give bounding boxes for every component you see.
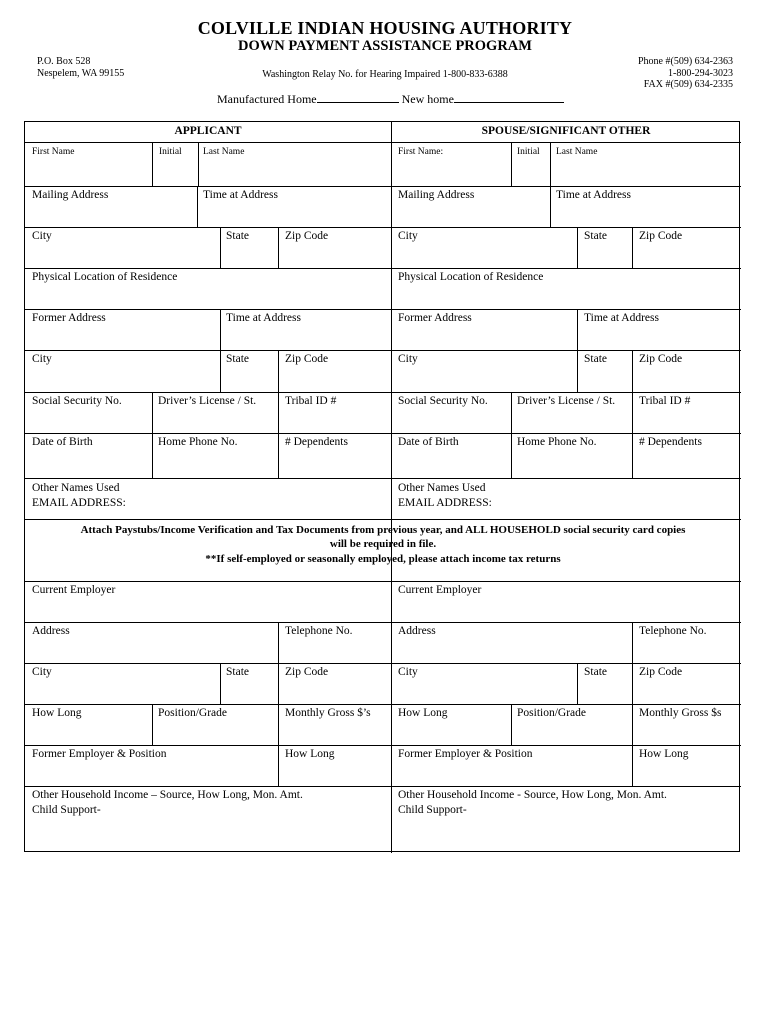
spouse-time-at-address-field[interactable]: Time at Address [556, 189, 631, 201]
cell-divider [278, 745, 279, 786]
new-home-blank[interactable] [454, 91, 564, 103]
spouse-employer-state-field[interactable]: State [584, 666, 607, 678]
cell-divider [577, 663, 578, 704]
applicant-other-names-field[interactable]: Other Names Used [32, 482, 120, 494]
applicant-first-name-field[interactable]: First Name [32, 147, 75, 157]
cell-divider [632, 392, 633, 478]
address-line-2: Nespelem, WA 99155 [37, 67, 125, 79]
applicant-tribal-id-field[interactable]: Tribal ID # [285, 395, 337, 407]
row-line [25, 268, 741, 269]
applicant-drivers-license-field[interactable]: Driver’s License / St. [158, 395, 257, 407]
spouse-monthly-gross-field[interactable]: Monthly Gross $s [639, 707, 722, 719]
home-type-line [217, 91, 564, 107]
applicant-dependents-field[interactable]: # Dependents [285, 436, 348, 448]
spouse-former-address-field[interactable]: Former Address [398, 312, 472, 324]
spouse-zip-field[interactable]: Zip Code [639, 230, 683, 242]
spouse-dob-field[interactable]: Date of Birth [398, 436, 459, 448]
cell-divider [197, 186, 198, 227]
applicant-employer-phone-field[interactable]: Telephone No. [285, 625, 353, 637]
applicant-email-field[interactable]: EMAIL ADDRESS: [32, 497, 126, 509]
cell-divider [278, 704, 279, 745]
spouse-employer-zip-field[interactable]: Zip Code [639, 666, 683, 678]
row-line [25, 186, 741, 187]
manufactured-home-label: Manufactured Home [217, 92, 317, 106]
row-line [25, 478, 741, 479]
spouse-child-support-field[interactable]: Child Support- [398, 804, 467, 816]
program-title: DOWN PAYMENT ASSISTANCE PROGRAM [238, 38, 532, 54]
organization-title: COLVILLE INDIAN HOUSING AUTHORITY [197, 18, 573, 38]
applicant-former-city-field[interactable]: City [32, 353, 52, 365]
applicant-state-field[interactable]: State [226, 230, 249, 242]
cell-divider [278, 227, 279, 268]
row-line [25, 392, 741, 393]
spouse-header: SPOUSE/SIGNIFICANT OTHER [481, 125, 651, 137]
cell-divider [577, 309, 578, 350]
row-line [25, 350, 741, 351]
cell-divider [278, 392, 279, 478]
row-line [25, 227, 741, 228]
cell-divider [632, 227, 633, 268]
spouse-other-names-field[interactable]: Other Names Used [398, 482, 486, 494]
applicant-other-income-field[interactable]: Other Household Income – Source, How Long, Mon. Amt. [32, 789, 303, 801]
spouse-dependents-field[interactable]: # Dependents [639, 436, 702, 448]
cell-divider [220, 350, 221, 392]
spouse-employer-city-field[interactable]: City [398, 666, 418, 678]
spouse-employer-phone-field[interactable]: Telephone No. [639, 625, 707, 637]
applicant-mailing-address-field[interactable]: Mailing Address [32, 189, 109, 201]
cell-divider [550, 186, 551, 227]
relay-number: Washington Relay No. for Hearing Impaired 1-800-833-6388 [262, 69, 508, 80]
applicant-former-time-field[interactable]: Time at Address [226, 312, 301, 324]
new-home-label: New home [401, 92, 454, 106]
row-line [25, 745, 741, 746]
row-line [25, 433, 741, 434]
applicant-employer-zip-field[interactable]: Zip Code [285, 666, 329, 678]
cell-divider [511, 392, 512, 478]
spouse-former-zip-field[interactable]: Zip Code [639, 353, 683, 365]
cell-divider [632, 663, 633, 704]
spouse-other-income-field[interactable]: Other Household Income - Source, How Long, Mon. Amt. [398, 789, 667, 801]
applicant-child-support-field[interactable]: Child Support- [32, 804, 101, 816]
spouse-former-time-field[interactable]: Time at Address [584, 312, 659, 324]
applicant-employer-address-field[interactable]: Address [32, 625, 70, 637]
spouse-former-state-field[interactable]: State [584, 353, 607, 365]
applicant-employer-field[interactable]: Current Employer [32, 584, 116, 596]
applicant-last-name-field[interactable]: Last Name [203, 147, 245, 157]
phone-line: Phone #(509) 634-2363 [638, 56, 733, 67]
applicant-former-how-long-field[interactable]: How Long [285, 748, 335, 760]
spouse-city-field[interactable]: City [398, 230, 418, 242]
spouse-employer-field[interactable]: Current Employer [398, 584, 482, 596]
applicant-monthly-gross-field[interactable]: Monthly Gross $’s [285, 707, 371, 719]
cell-divider [511, 704, 512, 745]
spouse-first-name-field[interactable]: First Name: [398, 147, 444, 157]
applicant-time-at-address-field[interactable]: Time at Address [203, 189, 278, 201]
spouse-email-field[interactable]: EMAIL ADDRESS: [398, 497, 492, 509]
applicant-home-phone-field[interactable]: Home Phone No. [158, 436, 238, 448]
cell-divider [152, 704, 153, 745]
row-line [25, 663, 741, 664]
spouse-drivers-license-field[interactable]: Driver’s License / St. [517, 395, 616, 407]
spouse-home-phone-field[interactable]: Home Phone No. [517, 436, 597, 448]
notice-line-1: Attach Paystubs/Income Verification and Tax Documents from previous year, and ALL HOUSEHOLD social security card copies [80, 524, 686, 536]
cell-divider [278, 663, 279, 704]
cell-divider [577, 350, 578, 392]
cell-divider [550, 142, 551, 186]
manufactured-home-blank[interactable] [317, 91, 399, 103]
row-line [25, 142, 741, 143]
row-line [25, 786, 741, 787]
spouse-former-city-field[interactable]: City [398, 353, 418, 365]
application-form [24, 121, 740, 852]
toll-free-line: 1-800-294-3023 [668, 67, 733, 79]
applicant-initial-field[interactable]: Initial [159, 147, 182, 157]
phone-block [638, 56, 733, 91]
cell-divider [632, 622, 633, 663]
cell-divider [152, 142, 153, 186]
applicant-ssn-field[interactable]: Social Security No. [32, 395, 122, 407]
row-line [25, 519, 741, 520]
applicant-dob-field[interactable]: Date of Birth [32, 436, 93, 448]
address-line-1: P.O. Box 528 [37, 56, 91, 67]
applicant-employer-city-field[interactable]: City [32, 666, 52, 678]
spouse-state-field[interactable]: State [584, 230, 607, 242]
row-line [25, 309, 741, 310]
applicant-physical-location-field[interactable]: Physical Location of Residence [32, 271, 178, 283]
fax-line: FAX #(509) 634-2335 [643, 79, 733, 90]
spouse-mailing-address-field[interactable]: Mailing Address [398, 189, 475, 201]
cell-divider [577, 227, 578, 268]
applicant-former-employer-field[interactable]: Former Employer & Position [32, 748, 167, 760]
cell-divider [198, 142, 199, 186]
applicant-zip-field[interactable]: Zip Code [285, 230, 329, 242]
applicant-employer-state-field[interactable]: State [226, 666, 249, 678]
cell-divider [632, 745, 633, 786]
cell-divider [220, 663, 221, 704]
center-divider [391, 122, 392, 853]
applicant-city-field[interactable]: City [32, 230, 52, 242]
spouse-initial-field[interactable]: Initial [517, 147, 540, 157]
cell-divider [220, 309, 221, 350]
cell-divider [220, 227, 221, 268]
notice-line-2: will be required in file. [329, 538, 437, 550]
spouse-physical-location-field[interactable]: Physical Location of Residence [398, 271, 544, 283]
spouse-ssn-field[interactable]: Social Security No. [398, 395, 488, 407]
row-line [25, 622, 741, 623]
applicant-former-address-field[interactable]: Former Address [32, 312, 106, 324]
notice-line-3: **If self-employed or seasonally employed, please attach income tax returns [205, 553, 561, 565]
applicant-how-long-field[interactable]: How Long [32, 707, 82, 719]
cell-divider [511, 142, 512, 186]
spouse-former-how-long-field[interactable]: How Long [639, 748, 689, 760]
cell-divider [632, 350, 633, 392]
applicant-header: APPLICANT [174, 125, 242, 137]
spouse-last-name-field[interactable]: Last Name [556, 147, 598, 157]
spouse-tribal-id-field[interactable]: Tribal ID # [639, 395, 691, 407]
spouse-position-field[interactable]: Position/Grade [517, 707, 586, 719]
cell-divider [152, 392, 153, 478]
applicant-position-field[interactable]: Position/Grade [158, 707, 227, 719]
spouse-how-long-field[interactable]: How Long [398, 707, 448, 719]
cell-divider [278, 622, 279, 663]
spouse-employer-address-field[interactable]: Address [398, 625, 436, 637]
row-line [25, 581, 741, 582]
applicant-former-state-field[interactable]: State [226, 353, 249, 365]
spouse-former-employer-field[interactable]: Former Employer & Position [398, 748, 533, 760]
row-line [25, 704, 741, 705]
cell-divider [278, 350, 279, 392]
cell-divider [632, 704, 633, 745]
applicant-former-zip-field[interactable]: Zip Code [285, 353, 329, 365]
